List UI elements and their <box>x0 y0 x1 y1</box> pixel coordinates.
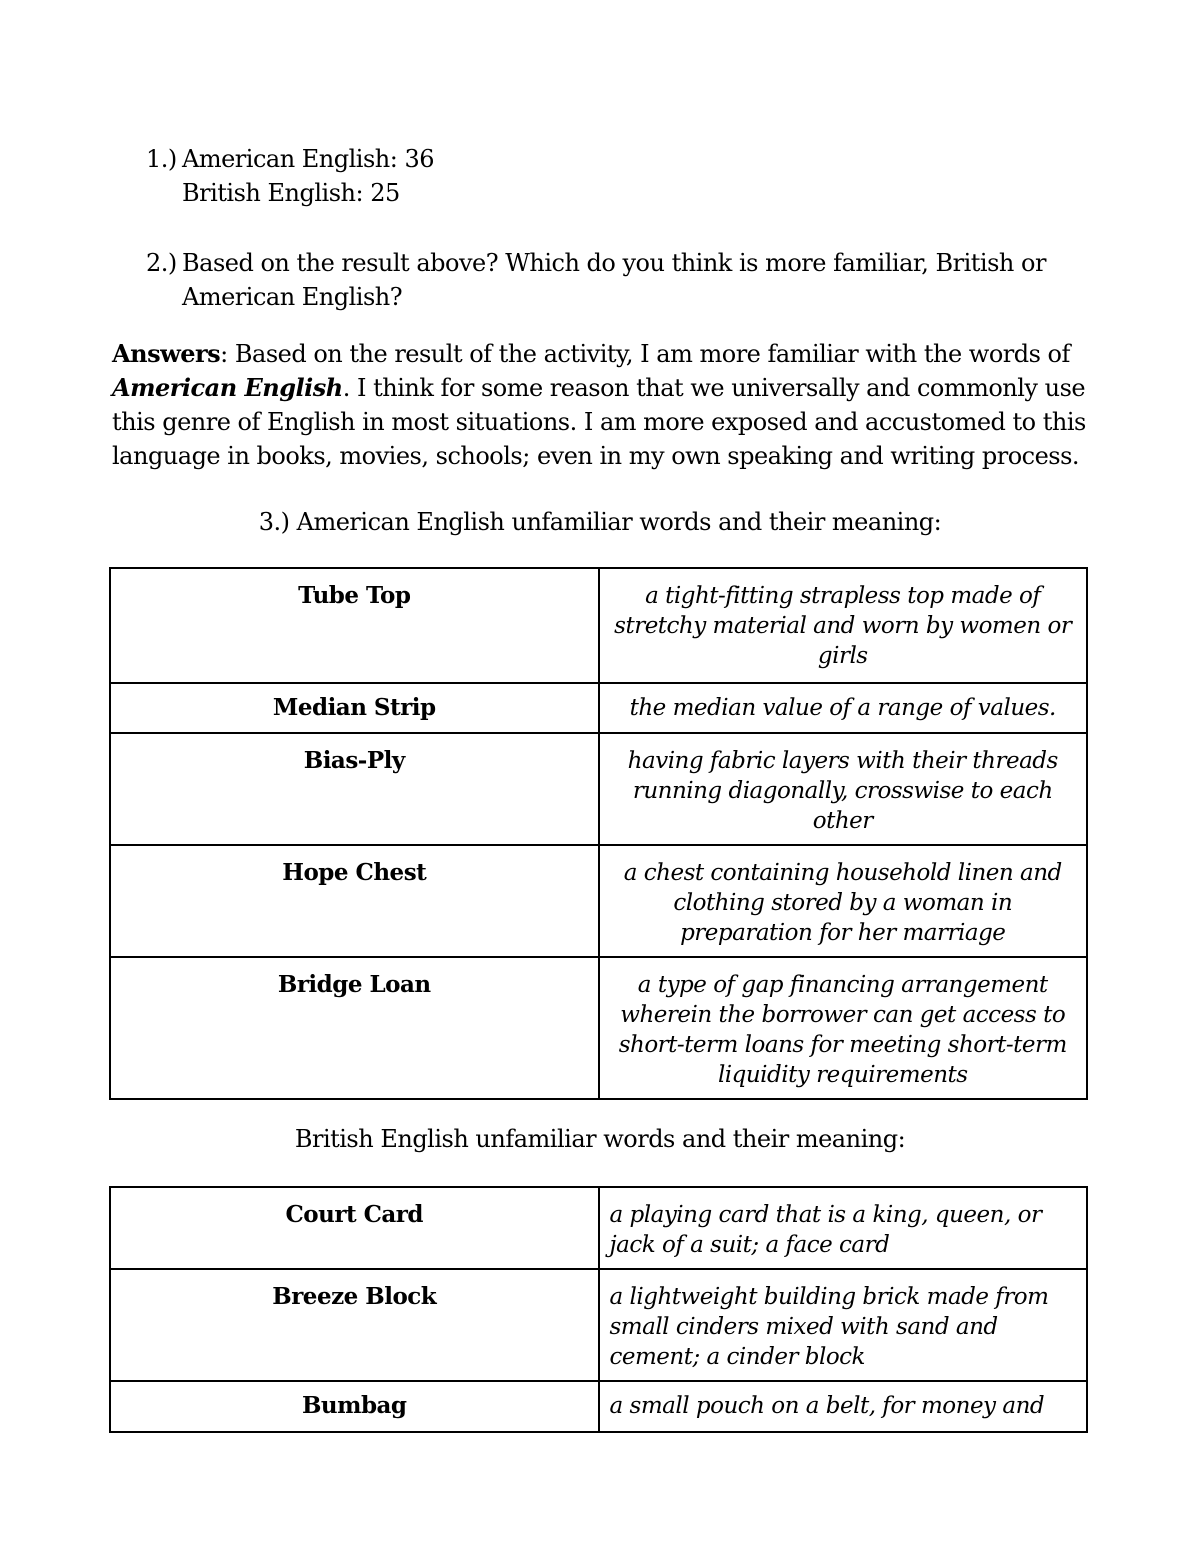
answers-label: Answers <box>112 339 221 368</box>
term-cell: Tube Top <box>110 568 599 683</box>
british-words-table <box>109 1186 1088 1433</box>
meaning-cell: a small pouch on a belt, for money and <box>599 1381 1088 1432</box>
table-row <box>110 1269 1087 1381</box>
table-row <box>110 568 1087 683</box>
table-row <box>110 957 1087 1099</box>
q1-british-count: British English: 25 <box>182 179 400 207</box>
american-words-table <box>109 567 1088 1100</box>
table-row <box>110 733 1087 845</box>
term-cell: Breeze Block <box>110 1269 599 1381</box>
answers-lead: : Based on the result of the activity, I am more familiar with the words of <box>220 340 1070 368</box>
table-row <box>110 845 1087 957</box>
meaning-cell: a playing card that is a king, queen, or jack of a suit; a face card <box>599 1187 1088 1269</box>
q1-number: 1.) <box>146 145 177 173</box>
term-cell: Bumbag <box>110 1381 599 1432</box>
answers-emphasis: American English <box>112 373 343 402</box>
term-cell: Bias-Ply <box>110 733 599 845</box>
q1-american-count: American English: 36 <box>182 145 434 173</box>
meaning-cell: having fabric layers with their threads running diagonally, crosswise to each other <box>599 733 1088 845</box>
meaning-cell: a chest containing household linen and clothing stored by a woman in preparation for her marriage <box>599 845 1088 957</box>
q2-number: 2.) <box>146 249 177 277</box>
term-cell: Hope Chest <box>110 845 599 957</box>
q2-text-line1: Based on the result above? Which do you think is more familiar, British or <box>182 249 1046 277</box>
term-cell: Bridge Loan <box>110 957 599 1099</box>
table-row <box>110 683 1087 733</box>
meaning-cell: a tight-fitting strapless top made of stretchy material and worn by women or girls <box>599 568 1088 683</box>
meaning-cell: a lightweight building brick made from small cinders mixed with sand and cement; a cinder block <box>599 1269 1088 1381</box>
answers-rest: . I think for some reason that we universally and commonly use this genre of English in most situations. I am more exposed and accustomed to this language in books, movies, schools; even in my own speaking and writing process. <box>112 374 1086 470</box>
american-table-heading: 3.) American English unfamiliar words and their meaning: <box>258 508 942 536</box>
q2-text-line2: American English? <box>182 283 403 311</box>
table-row <box>110 1187 1087 1269</box>
meaning-cell: the median value of a range of values. <box>599 683 1088 733</box>
meaning-cell: a type of gap financing arrangement wherein the borrower can get access to short-term loans for meeting short-term liquidity requirements <box>599 957 1088 1099</box>
answers-paragraph <box>112 337 1092 473</box>
british-table-heading: British English unfamiliar words and their meaning: <box>294 1125 906 1153</box>
term-cell: Court Card <box>110 1187 599 1269</box>
term-cell: Median Strip <box>110 683 599 733</box>
table-row <box>110 1381 1087 1432</box>
